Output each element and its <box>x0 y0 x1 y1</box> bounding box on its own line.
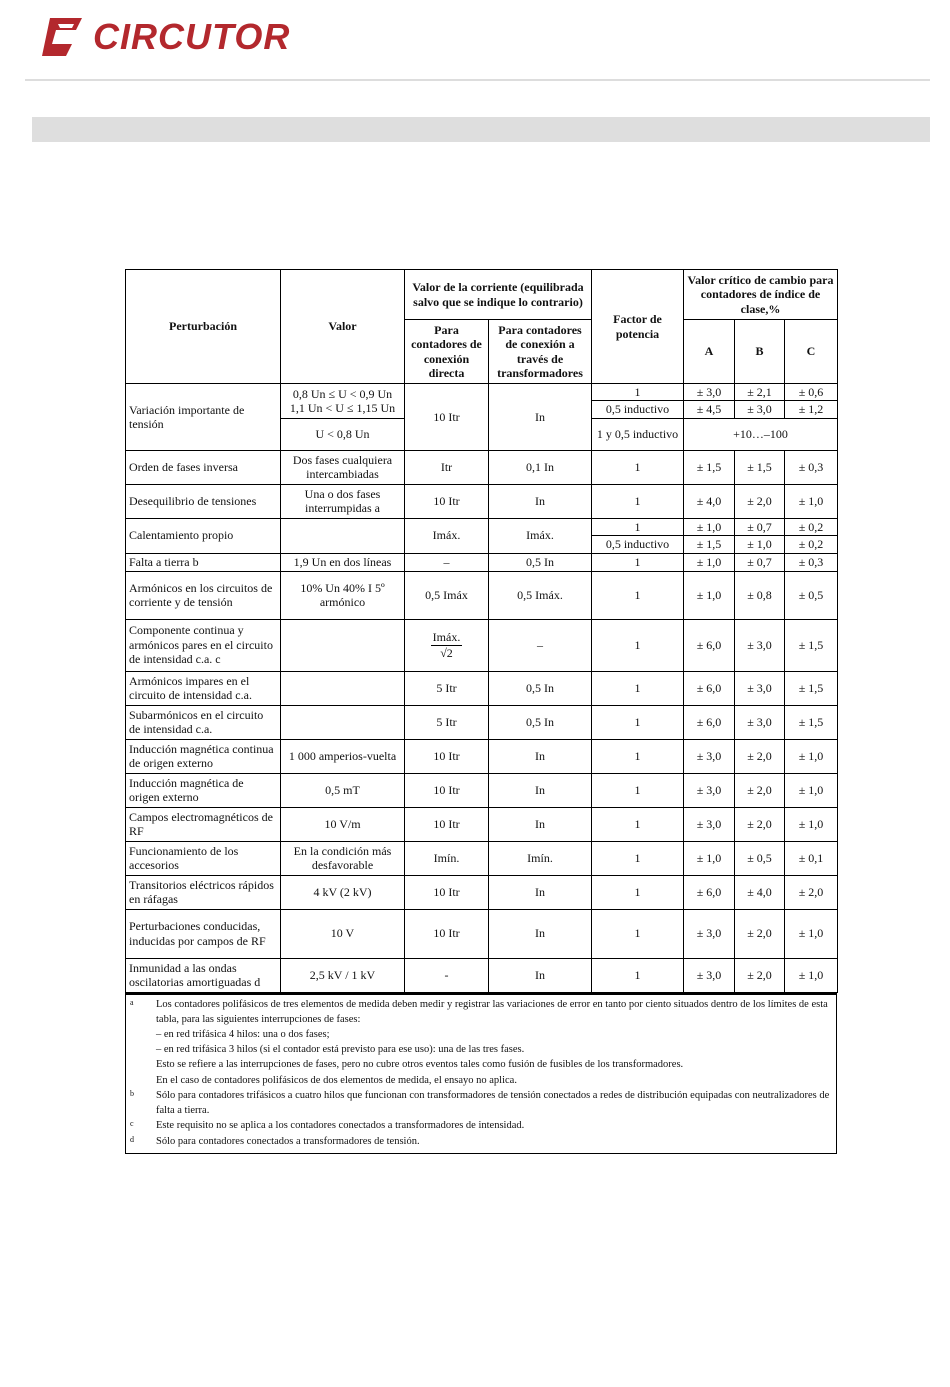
row-transformer: 0,5 In <box>489 553 592 571</box>
row-value <box>281 619 405 671</box>
fraction-denominator: √2 <box>440 645 453 660</box>
row-c: ± 0,1 <box>785 841 838 875</box>
footnote-line: En el caso de contadores polifásicos de dos elementos de medida, el ensayo no aplica. <box>156 1074 517 1086</box>
row-c: ± 0,3 <box>785 450 838 484</box>
header-critico: Valor crítico de cambio para contadores de índice de clase,% <box>684 270 838 320</box>
row-b: ± 3,0 <box>735 619 785 671</box>
row-direct: 10 Itr <box>405 384 489 451</box>
row-value: Dos fases cualquiera intercambiadas <box>281 450 405 484</box>
row-b: ± 4,0 <box>735 875 785 909</box>
row-c: ± 1,5 <box>785 671 838 705</box>
footnote-mark: c <box>130 1119 134 1129</box>
table-footnotes <box>125 993 837 1154</box>
row-name: Transitorios eléctricos rápidos en ráfagas <box>126 875 281 909</box>
row-name: Armónicos impares en el circuito de intensidad c.a. <box>126 671 281 705</box>
row-abc: +10…–100 <box>684 418 838 450</box>
row-c: ± 0,6 <box>785 384 838 401</box>
row-b: ± 2,0 <box>735 958 785 992</box>
row-c: ± 1,0 <box>785 958 838 992</box>
header-factor: Factor de potencia <box>592 270 684 384</box>
row-a: ± 4,0 <box>684 484 735 518</box>
row-pf: 1 <box>592 450 684 484</box>
circutor-logo-icon <box>38 12 88 62</box>
row-direct: 10 Itr <box>405 807 489 841</box>
row-name: Inducción magnética continua de origen externo <box>126 739 281 773</box>
fraction-numerator: Imáx. <box>432 630 461 645</box>
header-perturbacion: Perturbación <box>126 270 281 384</box>
row-a: ± 3,0 <box>684 958 735 992</box>
row-b: ± 0,5 <box>735 841 785 875</box>
header-transformadores: Para contadores de conexión a través de transformadores <box>489 320 592 384</box>
header-c: C <box>785 320 838 384</box>
row-b: ± 1,5 <box>735 450 785 484</box>
row-pf: 1 <box>592 875 684 909</box>
row-value: Una o dos fases interrumpidas a <box>281 484 405 518</box>
row-c: ± 0,5 <box>785 571 838 619</box>
row-value: 10% Un 40% I 5º armónico <box>281 571 405 619</box>
header-divider <box>25 79 930 81</box>
row-direct: Itr <box>405 450 489 484</box>
footnote-line: Los contadores polifásicos de tres elementos de medida deben medir y registrar las variaciones de error en tanto por ciento situados dentro de los límites de esta tabla, para las siguientes interrupciones de fases: <box>156 998 828 1025</box>
row-name: Calentamiento propio <box>126 518 281 553</box>
row-name: Campos electromagnéticos de RF <box>126 807 281 841</box>
row-direct: 10 Itr <box>405 875 489 909</box>
row-direct: 5 Itr <box>405 705 489 739</box>
footnote-line: – en red trifásica 3 hilos (si el contador está previsto para ese uso): una de las tres fases. <box>156 1044 525 1056</box>
row-a: ± 1,0 <box>684 518 735 535</box>
row-c: ± 1,5 <box>785 619 838 671</box>
row-name: Funcionamiento de los accesorios <box>126 841 281 875</box>
row-transformer: 0,1 In <box>489 450 592 484</box>
footnote-mark: a <box>130 997 134 1007</box>
row-a: ± 3,0 <box>684 384 735 401</box>
row-transformer: In <box>489 909 592 958</box>
row-a: ± 3,0 <box>684 807 735 841</box>
row-direct: 10 Itr <box>405 909 489 958</box>
row-b: ± 2,0 <box>735 909 785 958</box>
row-pf: 1 y 0,5 inductivo <box>592 418 684 450</box>
row-b: ± 3,0 <box>735 705 785 739</box>
row-a: ± 1,0 <box>684 553 735 571</box>
row-direct: 10 Itr <box>405 739 489 773</box>
row-b: ± 3,0 <box>735 401 785 418</box>
row-b: ± 2,0 <box>735 807 785 841</box>
row-value: 10 V/m <box>281 807 405 841</box>
row-value: 1 000 amperios-vuelta <box>281 739 405 773</box>
row-pf: 0,5 inductivo <box>592 536 684 553</box>
row-transformer: 0,5 In <box>489 671 592 705</box>
row-name: Subarmónicos en el circuito de intensidad c.a. <box>126 705 281 739</box>
value-line: 1,1 Un < U ≤ 1,15 Un <box>289 400 396 415</box>
row-pf: 0,5 inductivo <box>592 401 684 418</box>
row-value <box>281 671 405 705</box>
header-a: A <box>684 320 735 384</box>
row-pf: 1 <box>592 518 684 535</box>
row-pf: 1 <box>592 671 684 705</box>
row-a: ± 3,0 <box>684 773 735 807</box>
row-transformer: 0,5 Imáx. <box>489 571 592 619</box>
row-pf: 1 <box>592 619 684 671</box>
row-transformer: Imáx. <box>489 518 592 553</box>
row-value: 0,5 mT <box>281 773 405 807</box>
row-a: ± 4,5 <box>684 401 735 418</box>
row-b: ± 0,7 <box>735 553 785 571</box>
row-c: ± 1,0 <box>785 739 838 773</box>
footnote-line: – en red trifásica 4 hilos: una o dos fases; <box>156 1029 330 1040</box>
row-a: ± 3,0 <box>684 909 735 958</box>
footnote-b <box>126 1088 836 1118</box>
fraction <box>431 630 463 660</box>
row-a: ± 6,0 <box>684 671 735 705</box>
row-direct: 10 Itr <box>405 773 489 807</box>
row-direct: – <box>405 553 489 571</box>
row-pf: 1 <box>592 909 684 958</box>
header-directa: Para contadores de conexión directa <box>405 320 489 384</box>
row-c: ± 1,5 <box>785 705 838 739</box>
footnote-mark: d <box>130 1134 134 1144</box>
row-name: Orden de fases inversa <box>126 450 281 484</box>
row-c: ± 2,0 <box>785 875 838 909</box>
row-name: Armónicos en los circuitos de corriente y de tensión <box>126 571 281 619</box>
row-direct: - <box>405 958 489 992</box>
row-value <box>281 518 405 553</box>
row-direct: Imáx. <box>405 518 489 553</box>
row-c: ± 0,2 <box>785 536 838 553</box>
disturbance-table <box>125 269 838 993</box>
row-name: Falta a tierra b <box>126 553 281 571</box>
row-c: ± 1,2 <box>785 401 838 418</box>
circutor-logo <box>38 12 298 62</box>
row-b: ± 2,0 <box>735 773 785 807</box>
row-value: 1,9 Un en dos líneas <box>281 553 405 571</box>
row-c: ± 0,3 <box>785 553 838 571</box>
row-value: 10 V <box>281 909 405 958</box>
row-name: Inducción magnética de origen externo <box>126 773 281 807</box>
row-a: ± 1,0 <box>684 841 735 875</box>
row-transformer: In <box>489 958 592 992</box>
row-a: ± 1,0 <box>684 571 735 619</box>
footnote-mark: b <box>130 1088 134 1098</box>
row-value <box>281 705 405 739</box>
row-c: ± 1,0 <box>785 484 838 518</box>
row-b: ± 3,0 <box>735 671 785 705</box>
row-a: ± 1,5 <box>684 536 735 553</box>
row-b: ± 1,0 <box>735 536 785 553</box>
row-pf: 1 <box>592 553 684 571</box>
row-pf: 1 <box>592 705 684 739</box>
row-value <box>281 384 405 419</box>
row-direct: 10 Itr <box>405 484 489 518</box>
row-direct <box>405 619 489 671</box>
row-b: ± 0,7 <box>735 518 785 535</box>
footnote-line: Esto se refiere a las interrupciones de fases, pero no cubre otros eventos tales como fusión de fusibles de los transformadores. <box>156 1059 684 1071</box>
row-name: Componente continua y armónicos pares en el circuito de intensidad c.a. c <box>126 619 281 671</box>
row-transformer: In <box>489 384 592 451</box>
row-b: ± 2,0 <box>735 484 785 518</box>
row-direct: 5 Itr <box>405 671 489 705</box>
disturbance-table-container <box>125 269 837 1154</box>
row-pf: 1 <box>592 807 684 841</box>
row-name: Desequilibrio de tensiones <box>126 484 281 518</box>
row-pf: 1 <box>592 773 684 807</box>
row-a: ± 6,0 <box>684 705 735 739</box>
row-direct: Imín. <box>405 841 489 875</box>
header-valor: Valor <box>281 270 405 384</box>
row-value: U < 0,8 Un <box>281 418 405 450</box>
row-transformer: – <box>489 619 592 671</box>
row-transformer: In <box>489 484 592 518</box>
row-b: ± 2,1 <box>735 384 785 401</box>
value-line: 0,8 Un ≤ U < 0,9 Un <box>292 386 393 401</box>
row-c: ± 1,0 <box>785 807 838 841</box>
row-pf: 1 <box>592 484 684 518</box>
brand-name: CIRCUTOR <box>93 16 291 57</box>
row-value: 4 kV (2 kV) <box>281 875 405 909</box>
section-header-band <box>32 117 930 142</box>
row-a: ± 6,0 <box>684 619 735 671</box>
footnote-c <box>126 1118 836 1133</box>
footnote-text: Sólo para contadores conectados a transformadores de tensión. <box>156 1135 420 1147</box>
footnote-a <box>126 997 836 1088</box>
row-c: ± 1,0 <box>785 773 838 807</box>
row-direct: 0,5 Imáx <box>405 571 489 619</box>
row-transformer: In <box>489 807 592 841</box>
row-a: ± 1,5 <box>684 450 735 484</box>
row-pf: 1 <box>592 571 684 619</box>
row-pf: 1 <box>592 958 684 992</box>
row-c: ± 0,2 <box>785 518 838 535</box>
row-transformer: In <box>489 773 592 807</box>
row-name: Variación importante de tensión <box>126 384 281 451</box>
footnote-text: Este requisito no se aplica a los contadores conectados a transformadores de intensidad. <box>156 1120 525 1132</box>
row-transformer: In <box>489 739 592 773</box>
row-pf: 1 <box>592 739 684 773</box>
row-b: ± 2,0 <box>735 739 785 773</box>
row-value: 2,5 kV / 1 kV <box>281 958 405 992</box>
footnote-text <box>156 997 836 1088</box>
row-pf: 1 <box>592 841 684 875</box>
header-b: B <box>735 320 785 384</box>
row-value: En la condición más desfavorable <box>281 841 405 875</box>
row-b: ± 0,8 <box>735 571 785 619</box>
row-transformer: 0,5 In <box>489 705 592 739</box>
row-pf: 1 <box>592 384 684 401</box>
row-name: Perturbaciones conducidas, inducidas por campos de RF <box>126 909 281 958</box>
footnote-d <box>126 1134 836 1149</box>
row-name: Inmunidad a las ondas oscilatorias amortiguadas d <box>126 958 281 992</box>
row-a: ± 3,0 <box>684 739 735 773</box>
row-transformer: Imín. <box>489 841 592 875</box>
row-a: ± 6,0 <box>684 875 735 909</box>
header-corriente: Valor de la corriente (equilibrada salvo que se indique lo contrario) <box>405 270 592 320</box>
row-transformer: In <box>489 875 592 909</box>
footnote-text: Sólo para contadores trifásicos a cuatro hilos que funcionan con transformadores de tensión conectados a redes de distribución equipadas con neutralizadores de falta a tierra. <box>156 1089 830 1117</box>
row-c: ± 1,0 <box>785 909 838 958</box>
